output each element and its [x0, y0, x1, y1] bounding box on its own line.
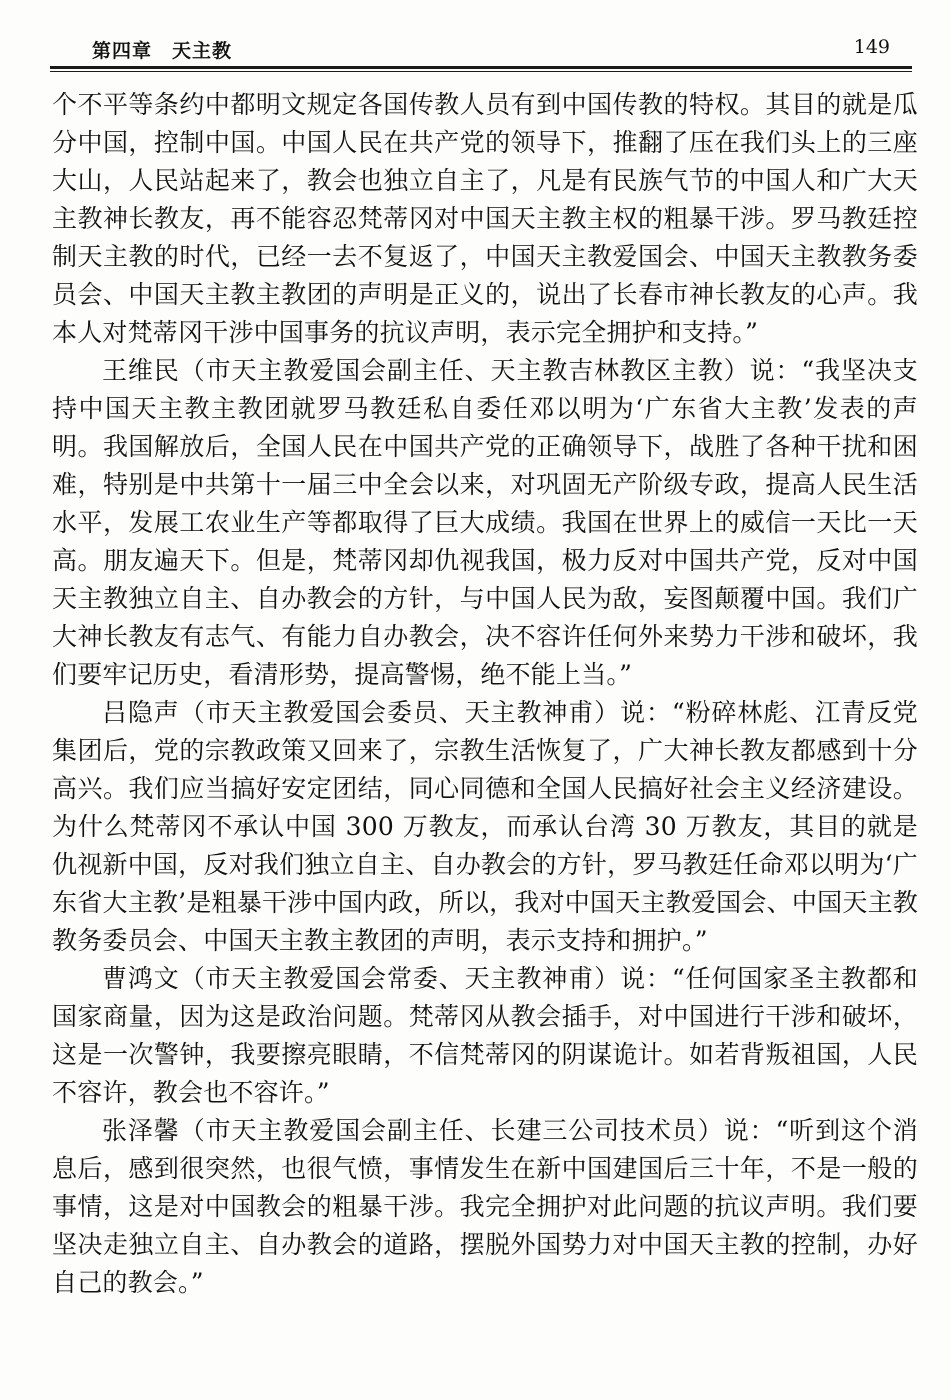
page-number: 149 — [853, 36, 890, 58]
header-rule-thin — [50, 71, 912, 72]
paragraph-wang-weimin: 王维民（市天主教爱国会副主任、天主教吉林教区主教）说：“我坚决支持中国天主教主教团就罗马教廷私自委任邓以明为‘广东省大主教’发表的声明。我国解放后，全国人民在中国共产党的正确领导下，战胜了各种干扰和困难，特别是中共第十一届三中全会以来，对巩固无产阶级专政，提高人民生活水平，发展工农业生产等都取得了巨大成绩。我国在世界上的威信一天比一天高。朋友遍天下。但是，梵蒂冈却仇视我国，极力反对中国共产党，反对中国天主教独立自主、自办教会的方针，与中国人民为敌，妄图颠覆中国。我们广大神长教友有志气、有能力自办教会，决不容许任何外来势力干涉和破坏，我们要牢记历史，看清形势，提高警惕，绝不能上当。” — [52, 356, 918, 689]
chapter-title: 第四章 天主教 — [92, 40, 233, 62]
paragraph-zhang-zexin: 张泽馨（市天主教爱国会副主任、长建三公司技术员）说：“听到这个消息后，感到很突然，也很气愤，事情发生在新中国建国后三十年，不是一般的事情，这是对中国教会的粗暴干涉。我完全拥护对此问题的抗议声明。我们要坚决走独立自主、自办教会的道路，摆脱外国势力对中国天主教的控制，办好自己的教会。” — [52, 1116, 918, 1297]
running-head — [58, 34, 900, 68]
body-text — [52, 86, 918, 1302]
paragraph-lu-yinsheng: 吕隐声（市天主教爱国会委员、天主教神甫）说：“粉碎林彪、江青反党集团后，党的宗教政策又回来了，宗教生活恢复了，广大神长教友都感到十分高兴。我们应当搞好安定团结，同心同德和全国人民搞好社会主义经济建设。为什么梵蒂冈不承认中国 300 万教友，而承认台湾 30 万教友，其目的就是仇视新中国，反对我们独立自主、自办教会的方针，罗马教廷任命邓以明为‘广东省大主教’是粗暴干涉中国内政，所以，我对中国天主教爱国会、中国天主教教务委员会、中国天主教主教团的声明，表示支持和拥护。” — [52, 698, 918, 955]
paragraph-continuation: 个不平等条约中都明文规定各国传教人员有到中国传教的特权。其目的就是瓜分中国，控制中国。中国人民在共产党的领导下，推翻了压在我们头上的三座大山，人民站起来了，教会也独立自主了，凡是有民族气节的中国人和广大天主教神长教友，再不能容忍梵蒂冈对中国天主教主权的粗暴干涉。罗马教廷控制天主教的时代，已经一去不复返了，中国天主教爱国会、中国天主教教务委员会、中国天主教主教团的声明是正义的，说出了长春市神长教友的心声。我本人对梵蒂冈干涉中国事务的抗议声明，表示完全拥护和支持。” — [52, 90, 918, 347]
header-rule-thick — [50, 66, 912, 69]
paragraph-cao-hongwen: 曹鸿文（市天主教爱国会常委、天主教神甫）说：“任何国家圣主教都和国家商量，因为这是政治问题。梵蒂冈从教会插手，对中国进行干涉和破坏，这是一次警钟，我要擦亮眼睛，不信梵蒂冈的阴谋诡计。如若背叛祖国，人民不容许，教会也不容许。” — [52, 964, 918, 1107]
